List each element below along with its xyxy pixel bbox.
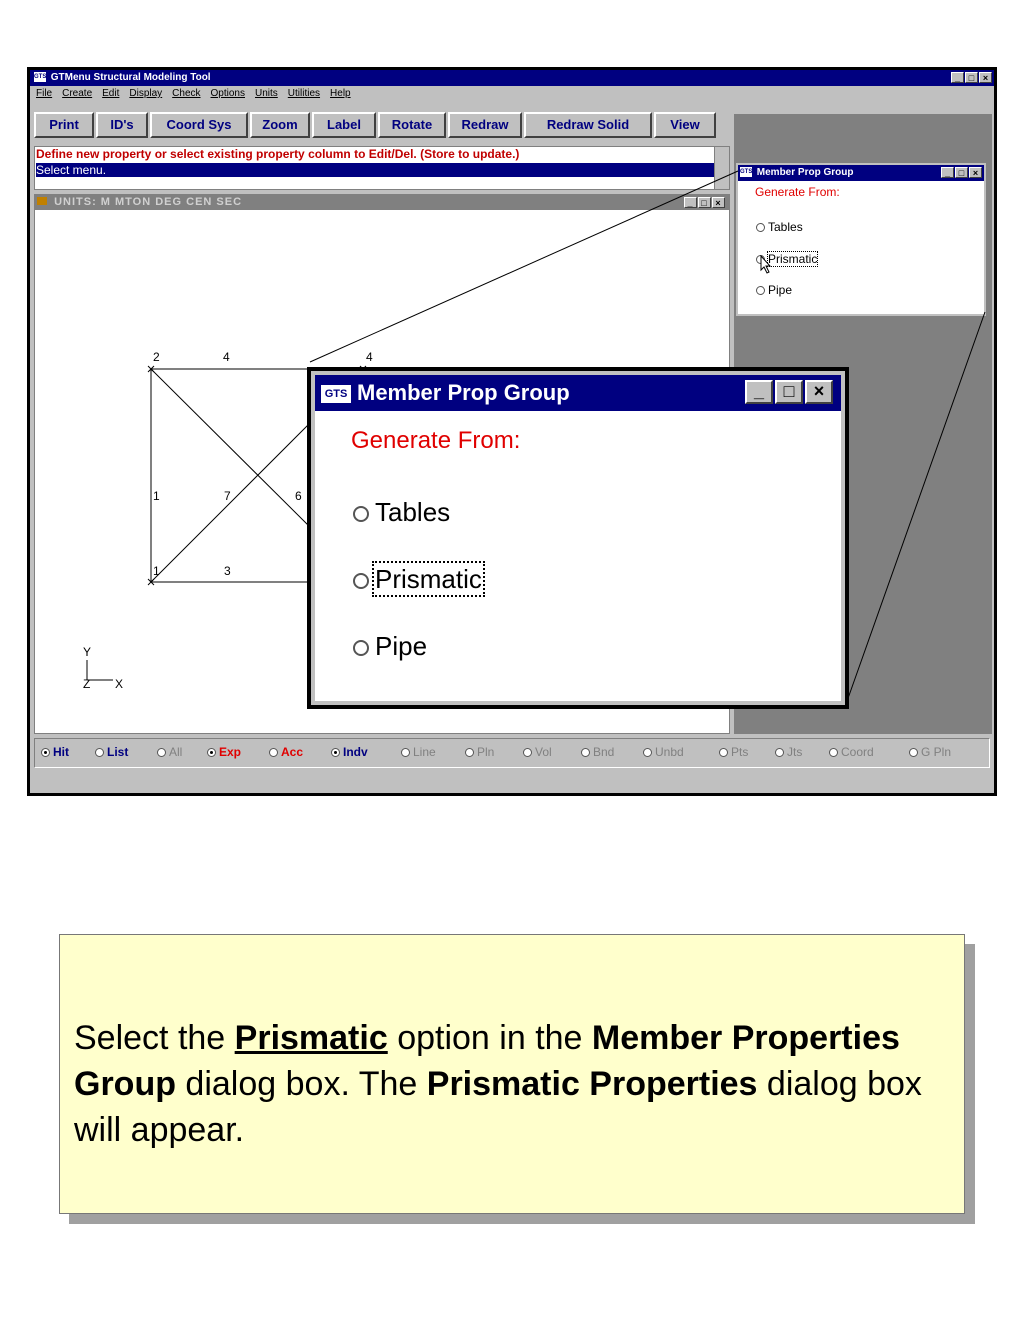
small-option-pipe-label: Pipe (768, 283, 793, 297)
member-label: 7 (224, 489, 231, 503)
radio-icon[interactable] (353, 640, 369, 656)
mode-label: Pts (731, 745, 749, 759)
note-text: option in the (387, 1019, 592, 1057)
mode-label: All (169, 745, 183, 759)
mode-label: Unbd (655, 745, 684, 759)
menu-display[interactable]: Display (129, 88, 163, 99)
node-label: 1 (153, 564, 160, 578)
gts-icon[interactable]: GTS (321, 385, 351, 403)
note-prismatic-emphasis: Prismatic (234, 1019, 388, 1057)
note-text: dialog box will appear. (74, 1065, 922, 1149)
mode-label: Indv (343, 745, 368, 759)
option-tables[interactable] (353, 497, 450, 528)
zoomed-dialog-title: Member Prop Group (357, 380, 570, 405)
node-label: 2 (153, 350, 160, 364)
print-button[interactable]: Print (34, 112, 94, 138)
option-prismatic[interactable] (353, 564, 482, 595)
small-option-tables-label: Tables (768, 220, 803, 234)
drawing-close-icon[interactable]: × (712, 197, 725, 208)
small-option-prismatic-label: Prismatic (768, 252, 818, 266)
redraw-button[interactable]: Redraw (448, 112, 522, 138)
zoomed-minimize-icon[interactable]: _ (745, 380, 773, 404)
mode-label: Vol (535, 745, 552, 759)
menu-edit[interactable]: Edit (102, 88, 120, 99)
mode-label: Exp (219, 745, 242, 759)
member-label: 3 (224, 564, 231, 578)
note-text: Select the (74, 1019, 235, 1057)
member-label: 4 (223, 350, 230, 364)
small-dialog-close-icon[interactable]: × (969, 167, 982, 178)
callout-line (310, 171, 738, 362)
note-member-properties-group: Member Properties Group (74, 1019, 900, 1103)
radio-icon[interactable] (353, 573, 369, 589)
zoom-button[interactable]: Zoom (250, 112, 310, 138)
mode-label: Jts (787, 745, 803, 759)
menu-create[interactable]: Create (62, 88, 93, 99)
option-pipe-label: Pipe (375, 631, 428, 661)
view-button[interactable]: View (654, 112, 716, 138)
mode-label: Hit (53, 745, 69, 759)
message-line-2[interactable]: Select menu. (36, 163, 714, 177)
note-text: dialog box. The (175, 1065, 427, 1103)
zoomed-dialog-frame (311, 371, 845, 705)
minimize-icon[interactable]: _ (951, 72, 964, 83)
mode-label: Line (413, 745, 436, 759)
zoomed-close-icon[interactable]: × (805, 380, 833, 404)
coord-sys-button[interactable]: Coord Sys (150, 112, 248, 138)
radio-icon[interactable] (353, 506, 369, 522)
instruction-text (74, 1015, 934, 1153)
member-label: 1 (153, 489, 160, 503)
instruction-note (59, 934, 965, 1214)
mode-label: Bnd (593, 745, 615, 759)
option-prismatic-label: Prismatic (375, 564, 482, 594)
menu-utilities[interactable]: Utilities (287, 88, 321, 99)
axis-y-label: Y (83, 645, 92, 659)
drawing-maximize-icon[interactable]: □ (698, 197, 711, 208)
redraw-solid-button[interactable]: Redraw Solid (524, 112, 652, 138)
menu-help[interactable]: Help (330, 88, 351, 99)
label-button[interactable]: Label (312, 112, 376, 138)
menu-units[interactable]: Units (255, 88, 278, 99)
node-label: 4 (366, 350, 373, 364)
member-label: 6 (295, 489, 302, 503)
small-dialog-minimize-icon[interactable]: _ (941, 167, 954, 178)
menu-check[interactable]: Check (172, 88, 201, 99)
zoomed-maximize-icon[interactable]: □ (775, 380, 803, 404)
menu-options[interactable]: Options (210, 88, 245, 99)
note-prismatic-properties: Prismatic Properties (426, 1065, 758, 1103)
member-prop-group-dialog-zoomed[interactable] (307, 367, 849, 709)
ids-button[interactable]: ID's (96, 112, 148, 138)
small-generate-from-label: Generate From: (755, 185, 840, 199)
mode-label: G Pln (921, 745, 952, 759)
rotate-button[interactable]: Rotate (378, 112, 446, 138)
close-icon[interactable]: × (979, 72, 992, 83)
zoomed-dialog-title-bar[interactable] (315, 375, 841, 411)
app-title: GTMenu Structural Modeling Tool (50, 72, 211, 83)
axis-z-label: Z (83, 677, 91, 691)
maximize-icon[interactable]: □ (965, 72, 978, 83)
small-dialog-icon[interactable]: GTS (740, 169, 753, 176)
mode-label: Coord (841, 745, 874, 759)
menu-file[interactable]: File (36, 88, 53, 99)
units-label: UNITS: M MTON DEG CEN SEC (54, 196, 243, 208)
option-pipe[interactable] (353, 631, 427, 662)
drawing-minimize-icon[interactable]: _ (684, 197, 697, 208)
app-icon[interactable]: GTS (34, 74, 47, 81)
mode-label: Acc (281, 745, 304, 759)
axis-x-label: X (115, 677, 124, 691)
option-tables-label: Tables (375, 497, 451, 527)
generate-from-label: Generate From: (351, 427, 521, 454)
mode-label: List (107, 745, 129, 759)
message-line-1: Define new property or select existing property column to Edit/Del. (Store to update.) (36, 147, 520, 161)
small-dialog-title: Member Prop Group (756, 167, 854, 178)
mode-label: Pln (477, 745, 495, 759)
callout-line (846, 312, 985, 704)
small-dialog-maximize-icon[interactable]: □ (955, 167, 968, 178)
